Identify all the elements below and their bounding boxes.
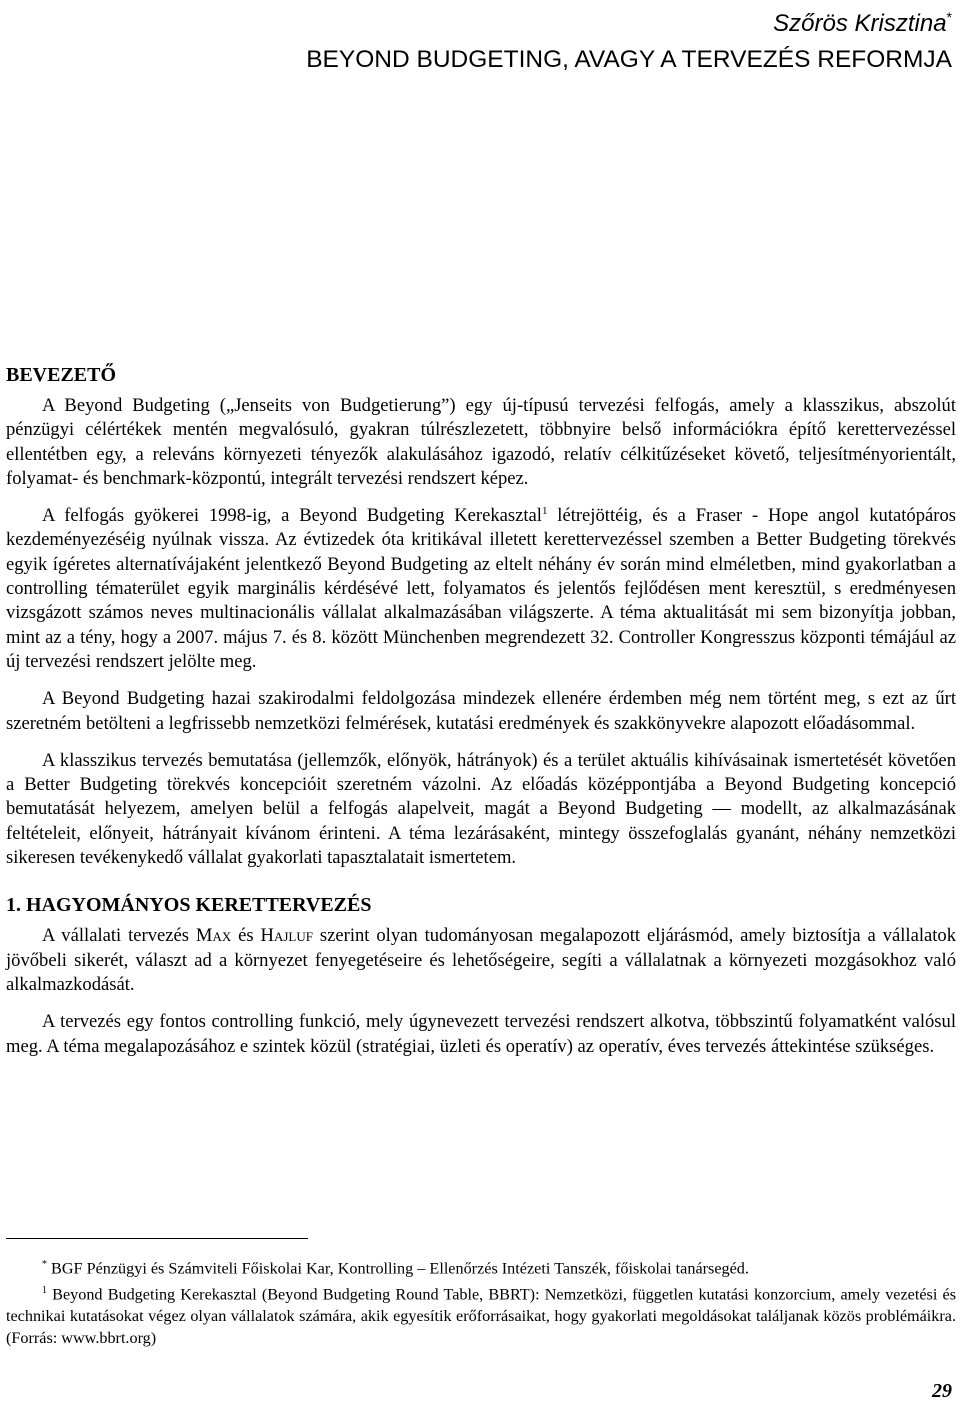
section-1-p1-end: szerint olyan tudományosan megalapozott eljárásmód, amely biztosítja a vállalatok jövőbeli sikerét, választ ad a környezet fenyegetéseire és lehetőségeire, segíti a vállalatnak a környezeti mozgásokhoz való alkalmazkodását. <box>6 925 957 995</box>
footnote-divider <box>6 1238 308 1239</box>
intro-paragraph-2-rest: létrejöttéig, és a Fraser - Hope angol kutatópáros kezdeményezéséig nyúlnak vissza. Az évtizedek óta kritikával illetett kerettervezéssel szemben a Better Budgeting törekvés egyik ígéretes alternatívájaként jelentkező Beyond Budgeting az eltelt néhány év során mind elméletben, mind gyakorlatban a controlling tématerület egyik marginális kérdésévé lett, folyamatos és jelentős fejlődésen ment keresztül, s eredményesen vizsgázott számos neves multinacionális vállalat alkalmazásában világszerte. A téma aktualitását mi sem bizonyítja jobban, mint az a tény, hogy a 2007. május 7. és 8. között Münchenben megrendezett 32. Controller Kongresszus központi témájául az új tervezési rendszert jelölte meg. <box>6 505 957 672</box>
footnote-1 <box>6 1280 956 1350</box>
author-name-hajluf: Hajluf <box>260 925 313 947</box>
section-1-p1-mid: és <box>231 925 261 947</box>
footnote-1-mark: 1 <box>42 1284 47 1296</box>
section-1-paragraph-1 <box>6 924 956 997</box>
footnote-star-mark: * <box>42 1259 47 1270</box>
intro-paragraph-1: A Beyond Budgeting („Jenseits von Budgetierung”) egy új-típusú tervezési felfogás, amely a klasszikus, abszolút pénzügyi célértékek mentén megvalósuló, gyakran túlrészlezetett, többnyire belső információkra építő kerettervezéssel ellentétben egy, a releváns környezeti tényezők alakulásához igazodó, relatív célkitűzéseket követő, teljesítményorientált, folyamat- és benchmark-központú, integrált tervezési rendszert képez. <box>6 395 956 489</box>
footnote-star <box>6 1254 956 1280</box>
intro-paragraph-2 <box>6 504 956 674</box>
section-1-heading: 1. HAGYOMÁNYOS KERETTERVEZÉS <box>6 894 372 917</box>
footnote-star-text: BGF Pénzügyi és Számviteli Főiskolai Kar, Kontrolling – Ellenőrzés Intézeti Tanszék, főiskolai tanársegéd. <box>47 1259 749 1278</box>
intro-heading: BEVEZETŐ <box>6 364 117 386</box>
author-footnote-mark: * <box>946 9 952 25</box>
footnote-1-text: Beyond Budgeting Kerekasztal (Beyond Budgeting Round Table, BBRT): Nemzetközi, független kutatási konzorcium, amely vezetési és technikai kutatásokat végez olyan vállalatok számára, akik egyesítik erőforrásaikat, hogy gyakorlati megoldásokat találjanak közös problémáikra. (Forrás: www.bbrt.org) <box>6 1284 956 1348</box>
footnotes <box>6 1254 956 1350</box>
author-name-max: Max <box>195 925 232 947</box>
section-1-p1-start: A vállalati tervezés <box>42 925 196 947</box>
intro-paragraph-4: A klasszikus tervezés bemutatása (jellemzők, előnyök, hátrányok) és a terület aktuális kihívásainak ismertetését követően a Better Budgeting törekvés koncepcióit szeretném vázolni. Az előadás középpontjába a Beyond Budgeting koncepció bemutatását helyezem, amelyen belül a felfogás alapelveit, magát a Beyond Budgeting — modellt, az alkalmazásának feltételeit, előnyeit, hátrányait kívánom érinteni. A téma lezárásaként, mintegy összefoglalás gyanánt, néhány nemzetközi sikeresen tevékenykedő vállalat gyakorlati tapasztalatait ismertetem. <box>6 749 956 869</box>
page-number: 29 <box>932 1380 952 1402</box>
section-1-paragraph-2: A tervezés egy fontos controlling funkció, mely úgynevezett tervezési rendszert alkotva, többszintű folyamatként valósul meg. A téma megalapozásához e szintek közül (stratégiai, üzleti és operatív) az operatív, éves tervezés áttekintése szükséges. <box>6 1011 956 1057</box>
author-name-text: Szőrös Krisztina <box>773 10 947 37</box>
article-title: BEYOND BUDGETING, AVAGY A TERVEZÉS REFORMJA <box>306 46 952 73</box>
author-name <box>773 2 952 39</box>
footnote-ref-1: 1 <box>541 505 548 517</box>
intro-paragraph-3: A Beyond Budgeting hazai szakirodalmi feldolgozása mindezek ellenére érdemben még nem történt meg, s ezt az űrt szeretném betölteni a legfrissebb nemzetközi felmérések, kutatási eredmények és szakkönyvekre alapozott előadásommal. <box>6 688 956 734</box>
intro-paragraph-2-start: A felfogás gyökerei 1998-ig, a Beyond Budgeting Kerekasztal <box>42 505 542 527</box>
article-body <box>6 362 956 1072</box>
